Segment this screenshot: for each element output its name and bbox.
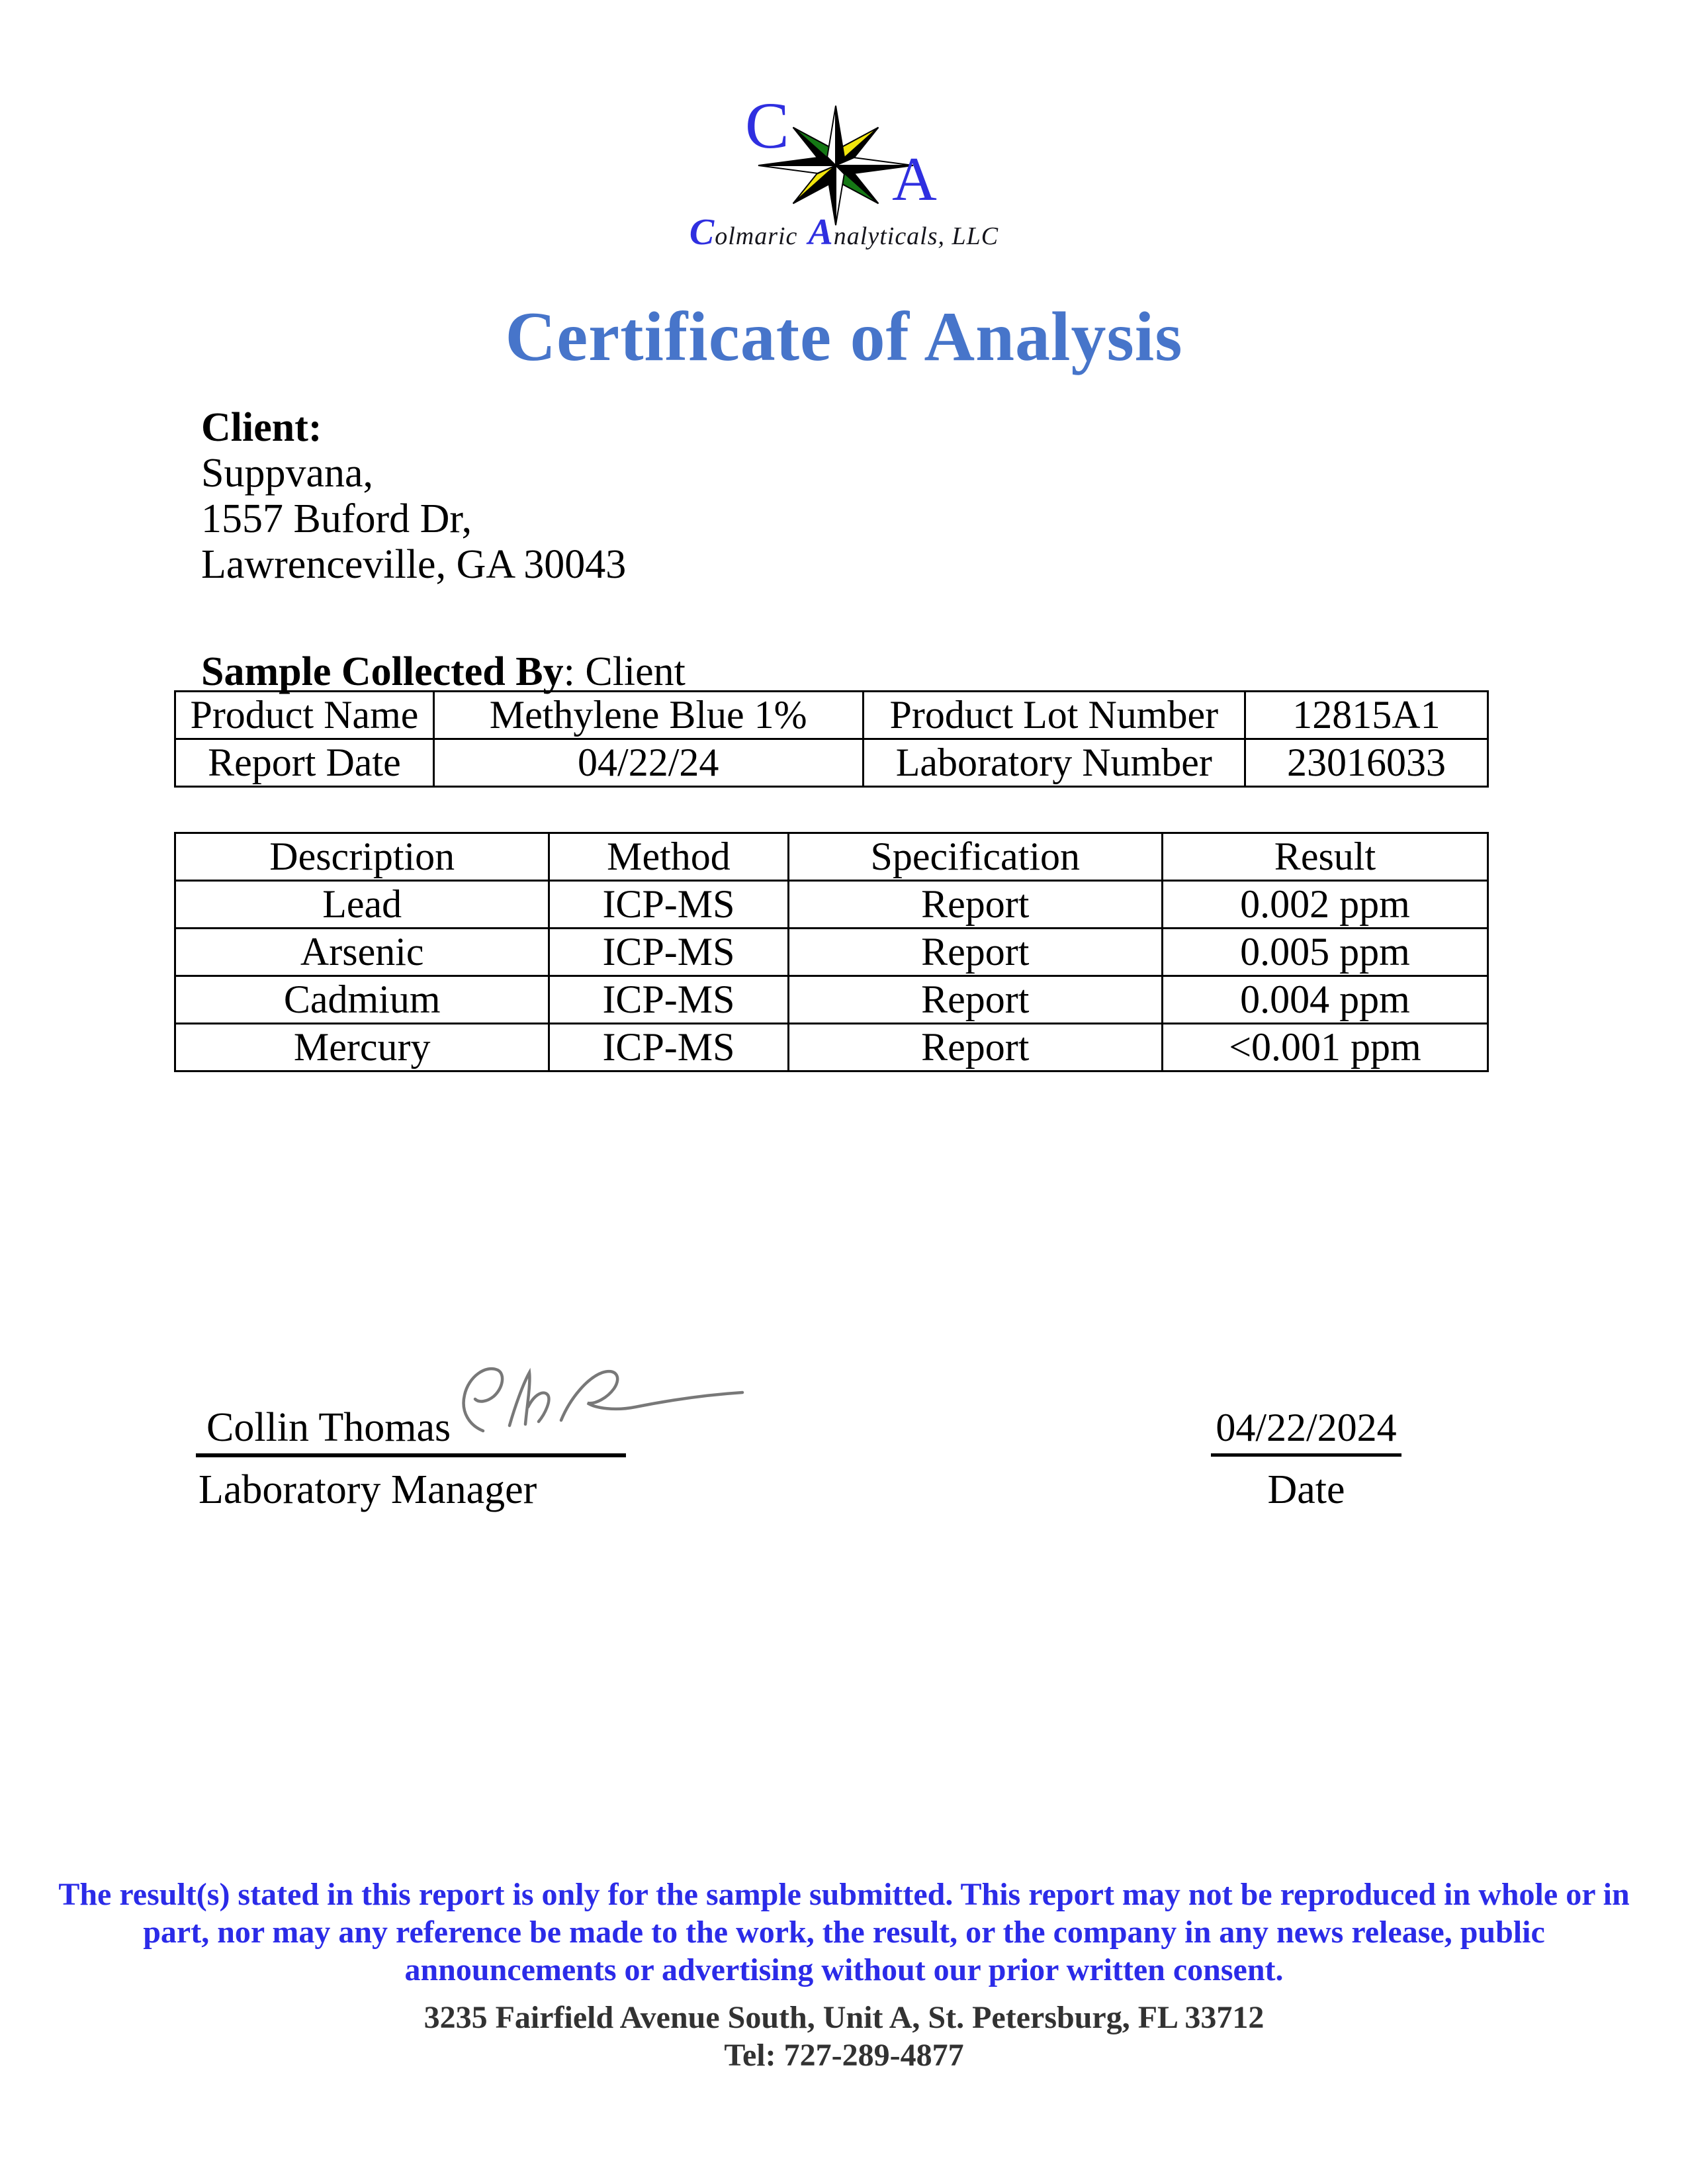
logo-letter-a: A [892,145,937,214]
result-description: Mercury [175,1024,549,1071]
signer-name: Collin Thomas [206,1405,451,1450]
company-name [0,210,1688,255]
info-value: 23016033 [1245,739,1488,787]
results-table [174,832,1489,1072]
info-key: Product Name [175,692,434,739]
info-value: 04/22/24 [433,739,863,787]
result-description: Lead [175,881,549,929]
column-header: Description [175,833,549,881]
date-label: Date [1267,1467,1345,1512]
result-value: <0.001 ppm [1162,1024,1488,1071]
sample-collected-value: : Client [563,649,686,694]
lab-contact-block [0,1999,1688,2074]
client-block [201,405,626,588]
date-line [1211,1453,1401,1457]
company-name-part1: olmaric [715,222,798,250]
table-row [175,739,1488,787]
company-initial-c: C [689,212,715,253]
compass-rose-icon [757,104,914,227]
result-specification: Report [788,881,1162,929]
table-row [175,1024,1488,1071]
column-header: Specification [788,833,1162,881]
column-header: Method [549,833,788,881]
result-value: 0.002 ppm [1162,881,1488,929]
result-specification: Report [788,929,1162,976]
result-description: Arsenic [175,929,549,976]
result-description: Cadmium [175,976,549,1024]
signer-role: Laboratory Manager [199,1467,537,1512]
result-method: ICP-MS [549,1024,788,1071]
result-value: 0.004 ppm [1162,976,1488,1024]
table-row [175,929,1488,976]
column-header: Result [1162,833,1488,881]
client-label: Client: [201,405,322,450]
result-value: 0.005 ppm [1162,929,1488,976]
company-name-part2: nalyticals, LLC [833,222,999,250]
product-info-table [174,690,1489,788]
company-initial-a: A [808,212,834,253]
client-address-line2: Lawrenceville, GA 30043 [201,542,627,587]
table-header-row [175,833,1488,881]
info-key: Laboratory Number [863,739,1245,787]
result-specification: Report [788,1024,1162,1071]
signature-date: 04/22/2024 [1216,1406,1397,1449]
sample-collected-label: Sample Collected By [201,649,564,694]
result-method: ICP-MS [549,881,788,929]
info-value: 12815A1 [1245,692,1488,739]
disclaimer-text [0,1876,1688,1989]
result-specification: Report [788,976,1162,1024]
table-row [175,692,1488,739]
info-key: Report Date [175,739,434,787]
result-method: ICP-MS [549,976,788,1024]
info-key: Product Lot Number [863,692,1245,739]
disclaimer-line2: part, nor may any reference be made to the work, the result, or the company in any news release, public [143,1915,1545,1950]
client-address-line1: 1557 Buford Dr, [201,496,472,541]
lab-address: 3235 Fairfield Avenue South, Unit A, St. Petersburg, FL 33712 [423,2000,1265,2035]
handwritten-signature [431,1351,762,1457]
sample-collected-line [201,651,686,692]
signature-line [196,1453,626,1457]
logo-letter-c: C [745,89,789,162]
result-method: ICP-MS [549,929,788,976]
client-name: Suppvana, [201,451,374,496]
table-row [175,881,1488,929]
disclaimer-line1: The result(s) stated in this report is only for the sample submitted. This report may not be reproduced in whole or in [58,1877,1630,1912]
document-title: Certificate of Analysis [505,298,1183,375]
table-row [175,976,1488,1024]
disclaimer-line3: announcements or advertising without our prior written consent. [404,1952,1284,1987]
lab-phone: Tel: 727-289-4877 [724,2038,964,2073]
info-value: Methylene Blue 1% [433,692,863,739]
